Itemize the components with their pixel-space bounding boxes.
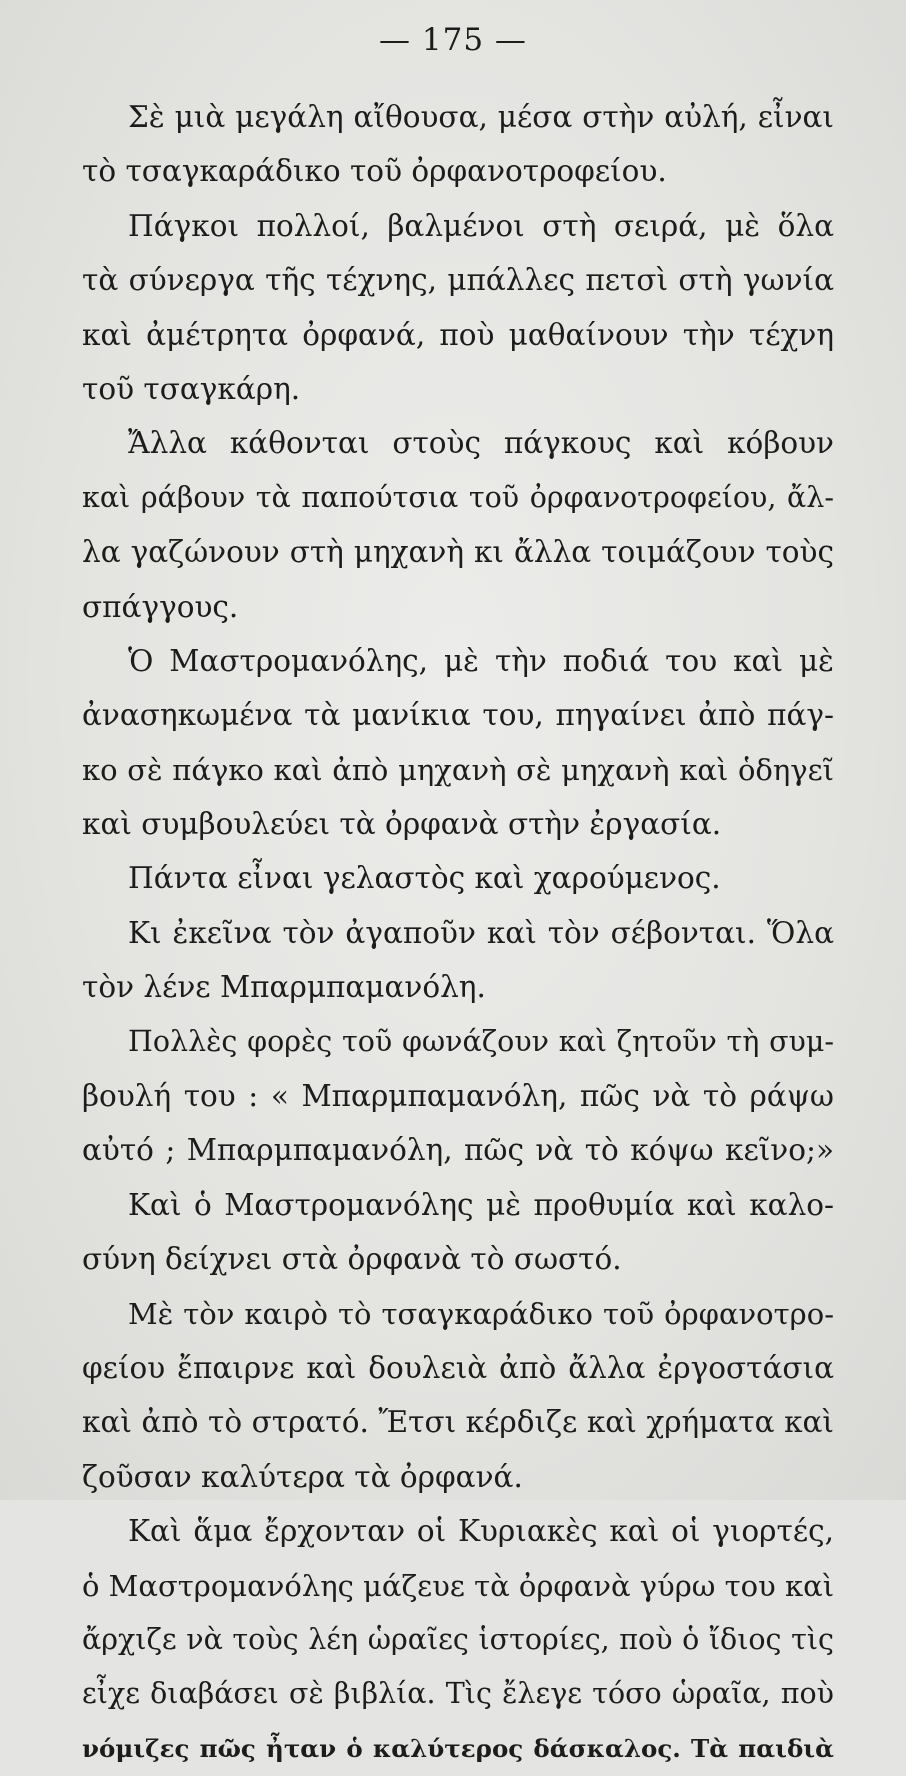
text-line: εἶχε διαβάσει σὲ βιβλία. Τὶς ἔλεγε τόσο ὡραῖα, ποὺ: [82, 1677, 834, 1711]
text-line: Ὁ Μαστρομανόλης, μὲ τὴν ποδιά του καὶ μὲ: [128, 643, 834, 678]
text-line: τὸ τσαγκαράδικο τοῦ ὀρφανοτροφείου.: [82, 154, 667, 189]
text-line: Σὲ μιὰ μεγάλη αἴθουσα, μέσα στὴν αὐλή, εἶναι: [128, 100, 834, 134]
text-line: τὰ σύνεργα τῆς τέχνης, μπάλλες πετσὶ στὴ γωνία: [82, 263, 834, 298]
text-line: Μὲ τὸν καιρὸ τὸ τσαγκαράδικο τοῦ ὀρφανοτρο-: [128, 1296, 834, 1331]
text-line: ὁ Μαστρομανόλης μάζευε τὰ ὀρφανὰ γύρω του καὶ: [82, 1568, 835, 1603]
text-line: καὶ ἀμέτρητα ὀρφανά, ποὺ μαθαίνουν τὴν τέχνη: [82, 317, 834, 352]
text-line: λα γαζώνουν στὴ μηχανὴ κι ἄλλα τοιμάζουν τοὺς: [82, 535, 834, 570]
text-line: ἄρχιζε νὰ τοὺς λέη ὡραῖες ἱστορίες, ποὺ ὁ ἴδιος τὶς: [82, 1622, 834, 1656]
text-line: νόμιζες πῶς ἦταν ὁ καλύτερος δάσκαλος. Τὰ παιδιὰ: [82, 1733, 834, 1763]
text-line: κο σὲ πάγκο καὶ ἀπὸ μηχανὴ σὲ μηχανὴ καὶ ὁδηγεῖ: [82, 752, 834, 787]
text-line: Κι ἐκεῖνα τὸν ἀγαποῦν καὶ τὸν σέβονται. Ὅλα: [128, 915, 834, 950]
text-line: Ἄλλα κάθονται στοὺς πάγκους καὶ κόβουν: [128, 426, 834, 461]
text-line: βουλή του : « Μπαρμπαμανόλη, πῶς νὰ τὸ ράψω: [82, 1079, 834, 1114]
text-line: Καὶ ἅμα ἔρχονταν οἱ Κυριακὲς καὶ οἱ γιορτές,: [128, 1514, 834, 1549]
text-line: Πολλὲς φορὲς τοῦ φωνάζουν καὶ ζητοῦν τὴ συμ-: [128, 1024, 834, 1058]
page-number: — 175 —: [379, 22, 527, 58]
text-line: καὶ συμβουλεύει τὰ ὀρφανὰ στὴν ἐργασία.: [82, 807, 722, 842]
body-text: [82, 90, 834, 1776]
text-line: καὶ ράβουν τὰ παπούτσια τοῦ ὀρφανοτροφείου, ἄλ-: [82, 480, 834, 514]
text-line: σύνη δείχνει στὰ ὀρφανὰ τὸ σωστό.: [82, 1242, 622, 1277]
text-line: καὶ ἀπὸ τὸ στρατό. Ἔτσι κέρδιζε καὶ χρήματα καὶ: [82, 1405, 834, 1440]
text-line: Καὶ ὁ Μαστρομανόλης μὲ προθυμία καὶ καλο-: [128, 1187, 834, 1222]
text-line: αὐτό ; Μπαρμπαμανόλη, πῶς νὰ τὸ κόψω κεῖνο;»: [82, 1133, 834, 1168]
text-line: ἀνασηκωμένα τὰ μανίκια του, πηγαίνει ἀπὸ πάγ-: [82, 698, 834, 733]
text-line: σπάγγους.: [82, 589, 239, 624]
text-line: τὸν λένε Μπαρμπαμανόλη.: [82, 970, 486, 1005]
text-line: Πάγκοι πολλοί, βαλμένοι στὴ σειρά, μὲ ὅλα: [128, 208, 834, 243]
text-line: τοῦ τσαγκάρη.: [82, 371, 301, 406]
text-line: φείου ἔπαιρνε καὶ δουλειὰ ἀπὸ ἄλλα ἐργοστάσια: [82, 1350, 834, 1385]
text-line: Πάντα εἶναι γελαστὸς καὶ χαρούμενος.: [128, 861, 721, 896]
text-line: ζοῦσαν καλύτερα τὰ ὀρφανά.: [82, 1459, 523, 1494]
